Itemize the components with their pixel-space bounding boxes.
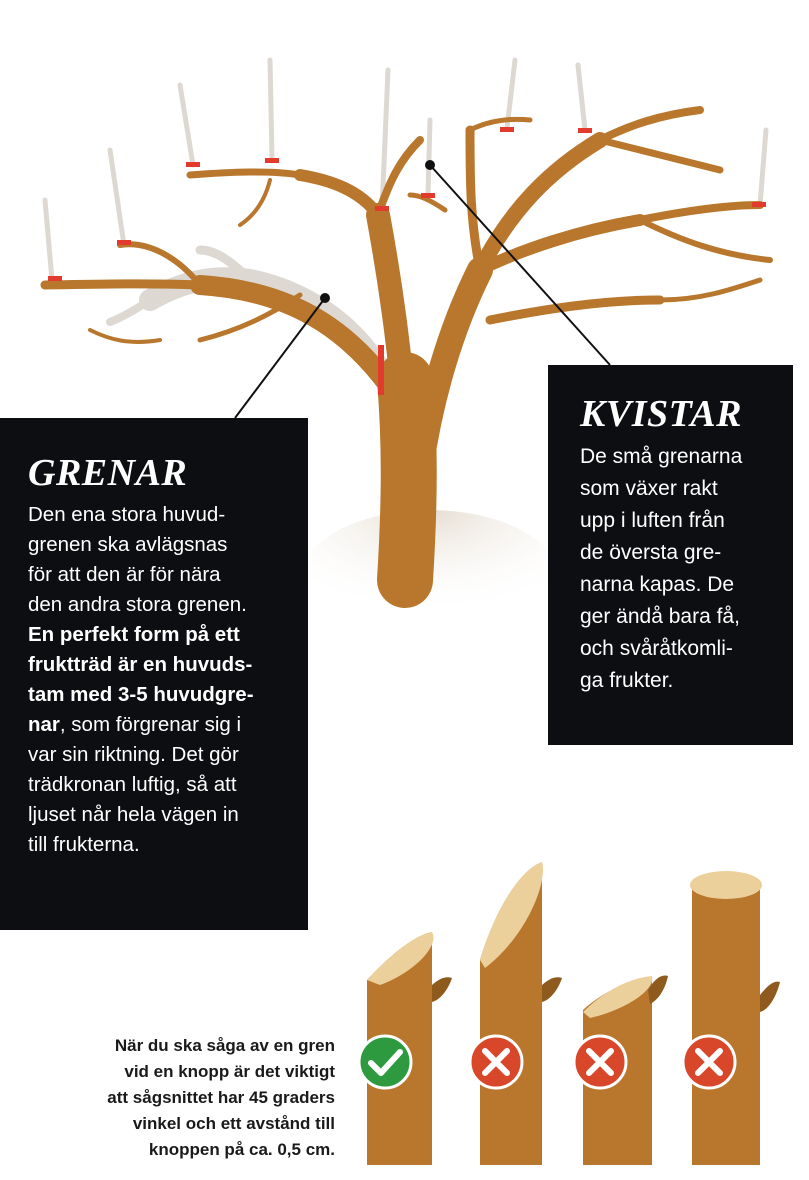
kvistar-title: KVISTAR [580,393,742,435]
grenar-text-intro: Den ena stora huvud- grenen ska avlägsnas för att den är för nära den andra stora grenen. [28,503,247,616]
grenar-info-box [0,418,308,930]
kvistar-text: De små grenarna som växer rakt upp i luften från de översta gre- narna kapas. De ger ändå bara få, och svåråtkomli- ga frukter. [580,445,743,692]
cut-example-too-high [480,862,562,1165]
check-icon [359,1036,411,1088]
cross-icon [683,1036,735,1088]
grenar-text-bold: En perfekt form på ett fruktträd är en huvuds- tam med 3-5 huvudgre- nar [28,623,254,736]
cut-instruction-note: När du ska såga av en gren vid en knopp är det viktigt att sågsnittet har 45 graders vinkel och ett avstånd till knoppen på ca. 0,5 cm. [107,1036,335,1159]
cross-icon [574,1036,626,1088]
kvistar-info-box [548,365,793,745]
grenar-text-rest: , som förgrenar sig i var sin riktning. Det gör trädkronan luftig, så att ljuset når hela vägen in till frukterna. [28,713,242,856]
grenar-title: GRENAR [28,452,188,494]
cut-example-straight [690,871,780,1165]
cut-examples [367,862,780,1165]
grenar-text [28,500,286,860]
cross-icon [470,1036,522,1088]
